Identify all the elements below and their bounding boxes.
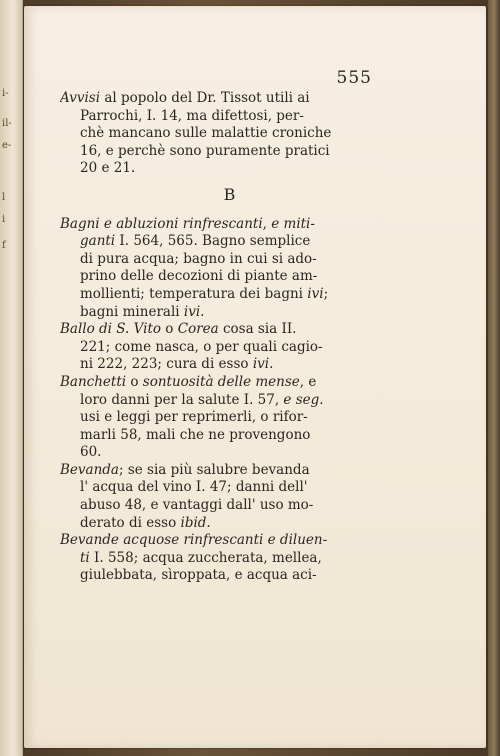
italic-segment: Bagni e abluzioni rinfrescanti: [60, 215, 263, 232]
text-segment: 221; come nasca, o per quali cagio-: [80, 338, 323, 355]
text-line: [60, 356, 400, 374]
text-line: [60, 532, 400, 550]
text-segment: 16, e perchè sono puramente pratici: [80, 142, 330, 159]
italic-segment: sontuosità delle mense: [142, 373, 300, 390]
italic-segment: Bevanda: [60, 461, 119, 478]
text-segment: prino delle decozioni di piante am-: [80, 268, 318, 285]
text-segment: derato di esso: [80, 514, 181, 531]
italic-segment: e miti-: [271, 215, 315, 232]
italic-segment: ivi: [252, 356, 270, 373]
section-letter: B: [223, 185, 237, 204]
text-segment: I. 558; acqua zuccherata, mellea,: [89, 549, 322, 566]
text-line: [60, 444, 400, 462]
text-line: [60, 550, 400, 568]
text-line: [60, 304, 400, 322]
text-line: [60, 567, 400, 585]
text-segment: al popolo del Dr. Tissot utili ai: [100, 90, 310, 106]
page-number: 555: [336, 68, 372, 88]
text-segment: l' acqua del vino I. 47; danni dell': [80, 479, 308, 496]
text-line: [60, 321, 400, 339]
text-line: [60, 497, 400, 515]
italic-segment: Ballo di S. Vito: [60, 321, 162, 338]
spine-fragment: il-: [2, 118, 12, 129]
spine-fragment: f: [2, 240, 6, 251]
text-line: [60, 108, 400, 126]
text-segment: chè mancano sulle malattie croniche: [80, 125, 332, 142]
italic-segment: Bevande acquose rinfrescanti e diluen-: [60, 532, 328, 549]
italic-segment: ivi.: [183, 303, 205, 320]
italic-segment: ti: [80, 549, 90, 566]
italic-segment: Banchetti: [60, 373, 127, 390]
italic-segment: Avvisi: [60, 90, 101, 106]
text-segment: di pura acqua; bagno in cui si ado-: [80, 250, 317, 267]
italic-segment: Corea: [177, 321, 219, 338]
text-line: [60, 339, 400, 357]
text-segment: giulebbata, sìroppata, e acqua aci-: [80, 567, 317, 584]
text-line: [60, 251, 400, 269]
text-line: [60, 143, 400, 161]
text-segment: ni 222, 223; cura di esso: [80, 356, 253, 373]
text-segment: bagni minerali: [80, 303, 184, 320]
text-segment: 20 e 21.: [80, 160, 136, 177]
text-line: [60, 427, 400, 445]
text-segment: .: [269, 356, 274, 373]
text-line: [60, 479, 400, 497]
text-segment: usi e leggi per reprimerli, o rifor-: [80, 409, 308, 426]
text-segment: loro danni per la salute I. 57,: [80, 391, 284, 408]
text-segment: abuso 48, e vantaggi dall' uso mo-: [80, 497, 314, 514]
text-line: [60, 90, 400, 108]
spine-fragment: l: [2, 192, 6, 203]
text-segment: o: [126, 373, 143, 390]
text-line: [60, 125, 400, 143]
text-segment: mollienti; temperatura dei bagni: [80, 285, 308, 302]
text-line: [60, 409, 400, 427]
text-line: [60, 374, 400, 392]
book-cover-edge: [488, 0, 500, 756]
spine-fragment: e-: [2, 140, 12, 151]
italic-segment: e seg.: [283, 391, 324, 408]
text-line: [60, 392, 400, 410]
previous-page-edge: [0, 0, 23, 756]
text-segment: , e: [299, 373, 317, 390]
index-text: [60, 90, 400, 585]
text-segment: ,: [262, 215, 272, 232]
italic-segment: ivi: [307, 285, 324, 302]
text-line: [60, 216, 400, 234]
spine-fragment: i: [2, 214, 6, 225]
text-segment: o: [161, 321, 178, 338]
text-segment: ;: [323, 285, 329, 302]
text-line: [60, 462, 400, 480]
text-segment: cosa sia II.: [218, 321, 297, 338]
italic-segment: ganti: [80, 233, 116, 250]
book-page: [24, 6, 486, 748]
text-segment: marli 58, mali che ne provengono: [80, 426, 311, 443]
text-line: [60, 268, 400, 286]
italic-segment: ibid.: [180, 514, 211, 531]
text-segment: ; se sia più salubre bevanda: [118, 461, 310, 478]
text-segment: Parrochi, I. 14, ma difettosi, per-: [80, 107, 304, 124]
text-line: [60, 286, 400, 304]
text-line: [60, 233, 400, 251]
text-segment: I. 564, 565. Bagno semplice: [115, 233, 311, 250]
text-segment: 60.: [80, 444, 102, 461]
text-line: [60, 515, 400, 533]
spine-fragment: i-: [2, 88, 9, 99]
text-line: [60, 160, 400, 178]
